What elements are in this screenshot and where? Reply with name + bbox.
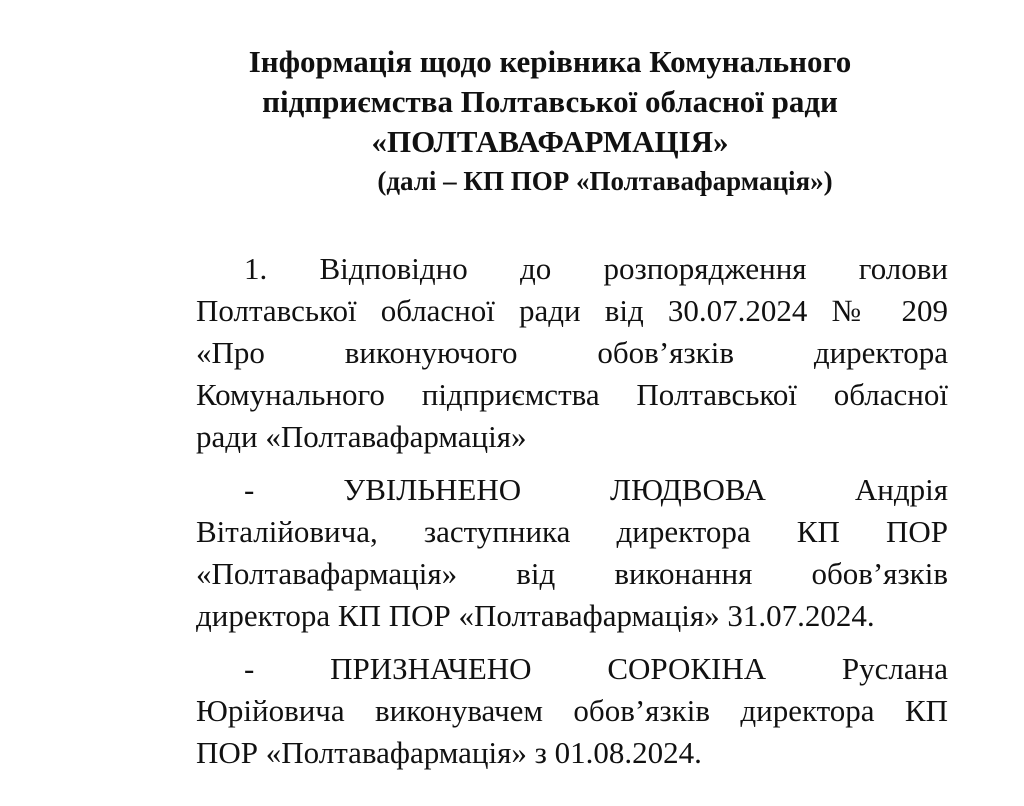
heading-line-2: підприємства Полтавської обласної ради [262, 84, 838, 119]
paragraph-line: Юрійовича виконувачем обов’язків директора КП [196, 693, 948, 728]
paragraph-line: Віталійовича, заступника директора КП ПОР [196, 514, 948, 549]
paragraph-line: «Про виконуючого обов’язків директора [196, 335, 948, 370]
paragraph-line: директора КП ПОР «Полтавафармація» 31.07.2024. [196, 598, 875, 633]
paragraph-line: - УВІЛЬНЕНО ЛЮДВОВА Андрія [244, 472, 948, 507]
paragraph-line: 1. Відповідно до розпорядження голови [244, 251, 948, 286]
paragraph-line: «Полтавафармація» від виконання обов’язків [196, 556, 948, 591]
paragraph-line: ради «Полтавафармація» [196, 419, 527, 454]
paragraph-line: - ПРИЗНАЧЕНО СОРОКІНА Руслана [244, 651, 948, 686]
document-heading [150, 42, 950, 200]
heading-line-3: «ПОЛТАВАФАРМАЦІЯ» [371, 124, 729, 159]
paragraph-line: ПОР «Полтавафармація» з 01.08.2024. [196, 735, 702, 770]
paragraph-order [148, 248, 948, 458]
heading-line-1: Інформація щодо керівника Комунального [248, 44, 852, 79]
heading-line-4: (далі – КП ПОР «Полтавафармація») [377, 166, 833, 196]
paragraph-dismissed [148, 469, 948, 637]
paragraph-line: Комунального підприємства Полтавської обласної [196, 377, 948, 412]
paragraph-line: Полтавської обласної ради від 30.07.2024 № 209 [196, 293, 948, 328]
paragraph-appointed [148, 648, 948, 774]
document-body [148, 248, 948, 774]
